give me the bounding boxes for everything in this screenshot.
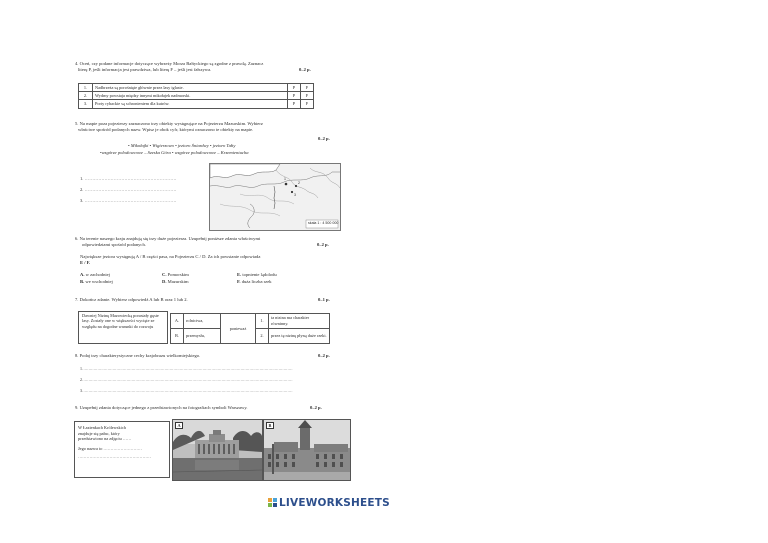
option-a-text[interactable]: rolnictwa, — [184, 314, 221, 329]
false-option[interactable]: F — [301, 100, 314, 108]
q5-answer-3[interactable]: 3. …………………………………………………… — [80, 198, 177, 203]
castle-image — [264, 420, 350, 480]
table-row — [79, 100, 314, 108]
false-option[interactable]: F — [301, 92, 314, 100]
option-a-key[interactable]: A. — [171, 314, 184, 329]
q4-prompt-line1: 4. Oceń, czy podane informacje dotyczące wybrzeży Morza Bałtyckiego są zgodne z prawdą. Zaznacz — [75, 61, 264, 66]
q6-option-e[interactable]: E. topnienie lądolodu — [237, 272, 277, 277]
statement-text: Porty rybackie są schronieniem dla kutrów. — [93, 100, 288, 108]
photo-a-label: A — [175, 422, 183, 429]
q5-answer-2[interactable]: 2. …………………………………………………… — [80, 187, 177, 192]
q6-option-f[interactable]: F. duża liczba rzek — [237, 279, 272, 284]
statement-text: Wydmy powstaja między innymi mikołajek nadmorski. — [93, 92, 288, 100]
statement-text: Nadbrzeża są porośnięte głównie przez lasy iglaste. — [93, 84, 288, 92]
photo-b-royal-castle — [263, 419, 351, 481]
q5-points: 0–2 p. — [318, 136, 330, 141]
q8-answer-3[interactable]: 3. ………………………………………………………………………………………………………………………………………………… — [80, 388, 293, 393]
q6-sentence-line1: Największe jeziora występują A / B części pasa, na Pojezierzu C / D. Za ich powstanie odpowiada — [80, 254, 261, 259]
q5-answer-1[interactable]: 1. …………………………………………………… — [80, 176, 177, 181]
q8-answer-2[interactable]: 2. ………………………………………………………………………………………………………………………………………………… — [80, 377, 293, 382]
q9-line: W Łazienkach Królewskich — [78, 425, 126, 430]
q6-points: 0–2 p. — [317, 242, 329, 247]
option-b-key[interactable]: B. — [171, 329, 184, 344]
q9-prompt: 9. Uzupełnij zdania dotyczące jednego z przedstawionych na fotografiach symboli Warszawy. — [75, 405, 248, 410]
q7-choice-table — [170, 313, 330, 344]
q8-points: 0–2 p. — [318, 353, 330, 358]
photo-b-label: B — [266, 422, 274, 429]
option-2-key[interactable]: 2. — [256, 329, 269, 344]
q4-true-false-table — [78, 83, 314, 109]
q9-line[interactable]: …………………………………………… — [78, 454, 152, 460]
q9-line: znajduje się pałac, który — [78, 430, 120, 436]
row-number: 1. — [79, 84, 93, 92]
false-option[interactable]: F — [301, 84, 314, 92]
logo-text: LIVEWORKSHEETS — [279, 497, 390, 509]
q5-options-line2: •wzgórze polodowcowe – Szeska Góra • wzgórze polodowcowe – Krzemientucha — [100, 150, 249, 155]
true-option[interactable]: P — [288, 84, 301, 92]
q5-prompt-line1: 5. Na mapie poza pojezierzy zaznaczono trzy obiekty występujące na Pojezierzu Mazurskim. Wybierz — [75, 121, 263, 126]
q7-prompt: 7. Dokończ zdanie. Wybierz odpowiedź A lub B oraz 1 lub 2. — [75, 297, 188, 302]
row-number: 2. — [79, 92, 93, 100]
q7-stem-box: Dawniej Nizinę Mazowiecką porastały gęste lasy. Zostały one w większości wycięte ze względu na dogodne warunki do rozwoju — [78, 311, 168, 344]
table-row — [79, 92, 314, 100]
q6-option-d[interactable]: D. Mazurskim — [162, 279, 189, 284]
table-row — [79, 84, 314, 92]
q9-line[interactable]: przedstawiono na zdjęciu …… — [78, 436, 132, 442]
q9-line[interactable]: Jego nazwa to ……………………… — [78, 445, 143, 451]
q8-prompt: 8. Podaj trzy charakterystyczne cechy krajobrazu wielkomiejskiego. — [75, 353, 201, 358]
photo-a-lazienki-palace — [172, 419, 263, 481]
q9-points: 0–2 p. — [310, 405, 322, 410]
q6-option-a[interactable]: A. w zachodniej — [80, 272, 110, 277]
liveworksheets-icon — [268, 498, 277, 507]
q6-prompt-line2: odpowiedziami spośród podanych. — [82, 242, 146, 247]
svg-text:2: 2 — [298, 181, 300, 185]
liveworksheets-logo — [268, 497, 390, 509]
q4-prompt-line2: literę P, jeśli informacja jest prawdziwa, lub literę F – jeśli jest fałszywa. — [78, 67, 212, 72]
q6-option-b[interactable]: B. we wschodniej — [80, 279, 113, 284]
q5-options-line1: • Mikołajki • Wigierzowo • jezioro Śniardwy • jezioro Tałty — [128, 143, 236, 148]
option-1-key[interactable]: 1. — [256, 314, 269, 329]
q4-points: 0–2 p. — [299, 67, 311, 72]
option-2-text[interactable]: przez tę nizinę płyną duże rzeki. — [269, 329, 330, 344]
option-1-text[interactable]: ta nizina ma charakter równinny. — [269, 314, 330, 329]
q5-prompt-line2: właściwe spośród podanych nazw. Wpisz je obok cyfr, którymi oznaczono te obiekty na mapie. — [78, 127, 254, 132]
q9-sentence-box — [74, 421, 170, 478]
q7-points: 0–1 p. — [318, 297, 330, 302]
connector-word: ponieważ — [221, 314, 256, 344]
row-number: 3. — [79, 100, 93, 108]
q6-sentence-line2: E / F. — [80, 260, 91, 265]
q6-prompt-line1: 6. Na terenie naszego kraju znajdują się trzy duże pojezierza. Uzupełnij poniższe zdania właściwymi — [75, 236, 261, 241]
svg-text:3: 3 — [294, 193, 296, 197]
option-b-text[interactable]: przemysłu, — [184, 329, 221, 344]
lakeland-map — [209, 163, 341, 231]
q6-option-c[interactable]: C. Pomorskim — [162, 272, 189, 277]
svg-text:1: 1 — [284, 177, 286, 181]
true-option[interactable]: P — [288, 92, 301, 100]
true-option[interactable]: P — [288, 100, 301, 108]
map-scale: skala 1 : 4 500 000 — [308, 221, 339, 225]
palace-image — [173, 420, 262, 480]
q8-answer-1[interactable]: 1. ………………………………………………………………………………………………………………………………………………… — [80, 366, 293, 371]
